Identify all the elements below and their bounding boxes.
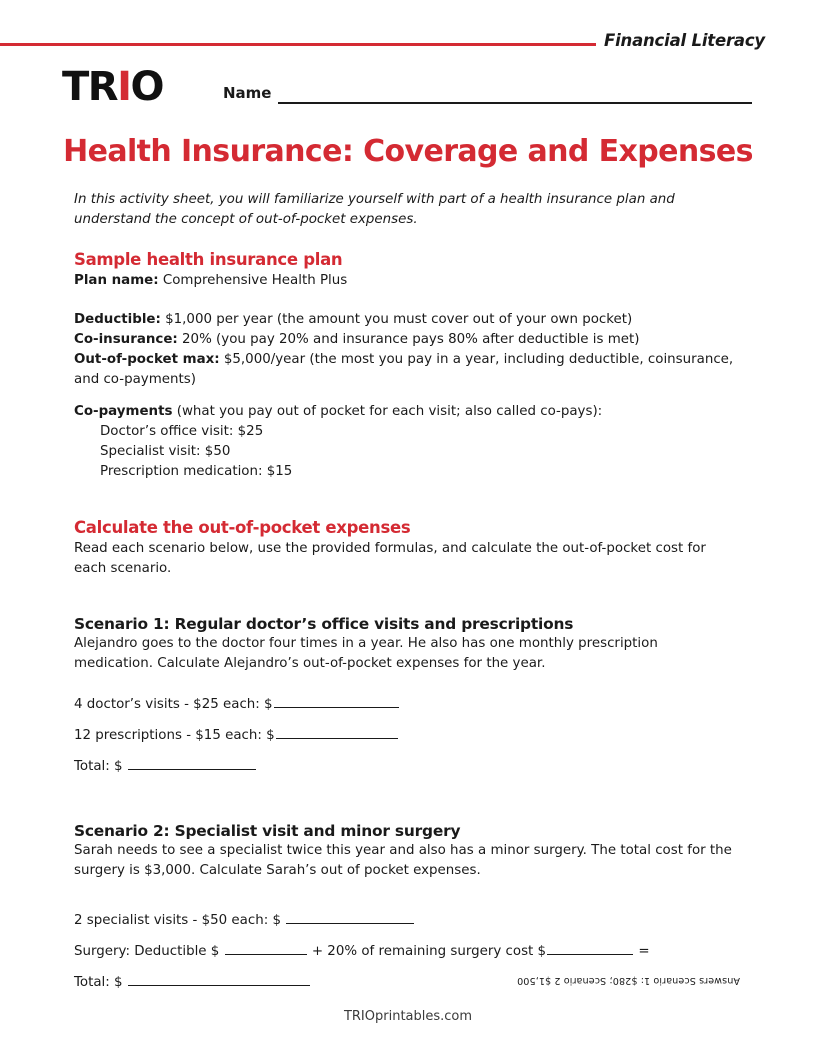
answer-blank[interactable] <box>274 693 399 708</box>
section-heading-sample-plan: Sample health insurance plan <box>74 250 343 269</box>
copay-note: (what you pay out of pocket for each visit; also called co-pays): <box>176 404 603 419</box>
logo-and-name-row <box>62 66 762 112</box>
answer-blank[interactable] <box>225 940 307 955</box>
name-label: Name <box>223 84 272 102</box>
scenario-2-prompt: Sarah needs to see a specialist twice this year and also has a minor surgery. The total cost for the surgery is $3,000. Calculate Sarah’s out of pocket expenses. <box>74 843 732 878</box>
scenario-2-row-surgery <box>74 940 738 962</box>
scenario-2-heading: Scenario 2: Specialist visit and minor surgery <box>74 822 461 840</box>
oop-max-line <box>74 350 738 390</box>
answer-blank[interactable] <box>547 940 633 955</box>
answer-blank[interactable] <box>128 971 310 986</box>
oop-max-label: Out-of-pocket max: <box>74 352 220 367</box>
coinsurance-label: Co-insurance: <box>74 332 178 347</box>
spacer <box>74 291 738 310</box>
calculate-instructions: Read each scenario below, use the provided formulas, and calculate the out-of-pocket cost for each scenario. <box>74 541 706 576</box>
name-input-line[interactable] <box>278 102 752 104</box>
plan-name-label: Plan name: <box>74 273 159 288</box>
scenario-1-row-total <box>74 755 738 777</box>
logo-text-accent: I <box>117 64 131 110</box>
spacer <box>74 786 738 822</box>
row-label-pre: Surgery: Deductible $ <box>74 944 224 959</box>
header-band <box>0 31 816 60</box>
scenario-2-row-specialist <box>74 909 738 931</box>
copay-label: Co-payments <box>74 404 173 419</box>
logo-text-post: O <box>130 64 163 110</box>
coinsurance-value: 20% (you pay 20% and insurance pays 80% after deductible is met) <box>182 332 640 347</box>
scenario-1-heading: Scenario 1: Regular doctor’s office visits and prescriptions <box>74 615 574 633</box>
row-label-post: = <box>634 944 650 959</box>
row-label: 2 specialist visits - $50 each: $ <box>74 913 286 928</box>
intro-paragraph: In this activity sheet, you will familiarize yourself with part of a health insurance plan and understand the concept of out-of-pocket expenses. <box>74 192 675 227</box>
answer-blank[interactable] <box>128 755 256 770</box>
page-title: Health Insurance: Coverage and Expenses <box>63 134 753 169</box>
answer-blank[interactable] <box>276 724 398 739</box>
spacer <box>74 881 738 909</box>
footer-site-name: TRIOprintables.com <box>343 1009 473 1024</box>
plan-name-line <box>74 271 738 291</box>
plan-name-value: Comprehensive Health Plus <box>162 273 348 288</box>
spacer <box>74 579 738 615</box>
deductible-value: $1,000 per year (the amount you must cover out of your own pocket) <box>165 312 633 327</box>
logo-text-pre: TR <box>62 64 118 110</box>
scenario-1-row-visits <box>74 693 738 715</box>
row-label: 12 prescriptions - $15 each: $ <box>74 728 275 743</box>
worksheet-body <box>74 190 738 1002</box>
trio-logo <box>62 66 163 108</box>
row-label: Total: $ <box>74 975 127 990</box>
row-label-mid: + 20% of remaining surgery cost $ <box>307 944 547 959</box>
deductible-label: Deductible: <box>74 312 161 327</box>
spacer <box>74 674 738 693</box>
subject-kicker: Financial Literacy <box>604 31 765 50</box>
answer-blank[interactable] <box>286 909 414 924</box>
row-label: 4 doctor’s visits - $25 each: $ <box>74 697 273 712</box>
copay-item: Doctor’s office visit: $25 <box>100 424 264 439</box>
copay-line <box>74 402 738 422</box>
answer-key-inverted: Answers Scenario 1: $280; Scenario 2 $1,500 <box>517 975 740 986</box>
header-accent-rule <box>0 43 596 46</box>
oop-max-value: $5,000/year (the most you pay in a year, including deductible, coinsurance, and co-payments) <box>74 352 734 387</box>
coinsurance-line <box>74 330 738 350</box>
copay-item: Specialist visit: $50 <box>100 444 231 459</box>
copay-item: Prescription medication: $15 <box>100 464 293 479</box>
scenario-1-row-prescriptions <box>74 724 738 746</box>
scenario-1-prompt: Alejandro goes to the doctor four times in a year. He also has one monthly prescription medication. Calculate Alejandro’s out-of-pocket expenses for the year. <box>74 636 658 671</box>
row-label: Total: $ <box>74 759 127 774</box>
section-heading-calculate: Calculate the out-of-pocket expenses <box>74 518 411 537</box>
deductible-line <box>74 310 738 330</box>
spacer <box>74 390 738 402</box>
spacer <box>74 482 738 518</box>
